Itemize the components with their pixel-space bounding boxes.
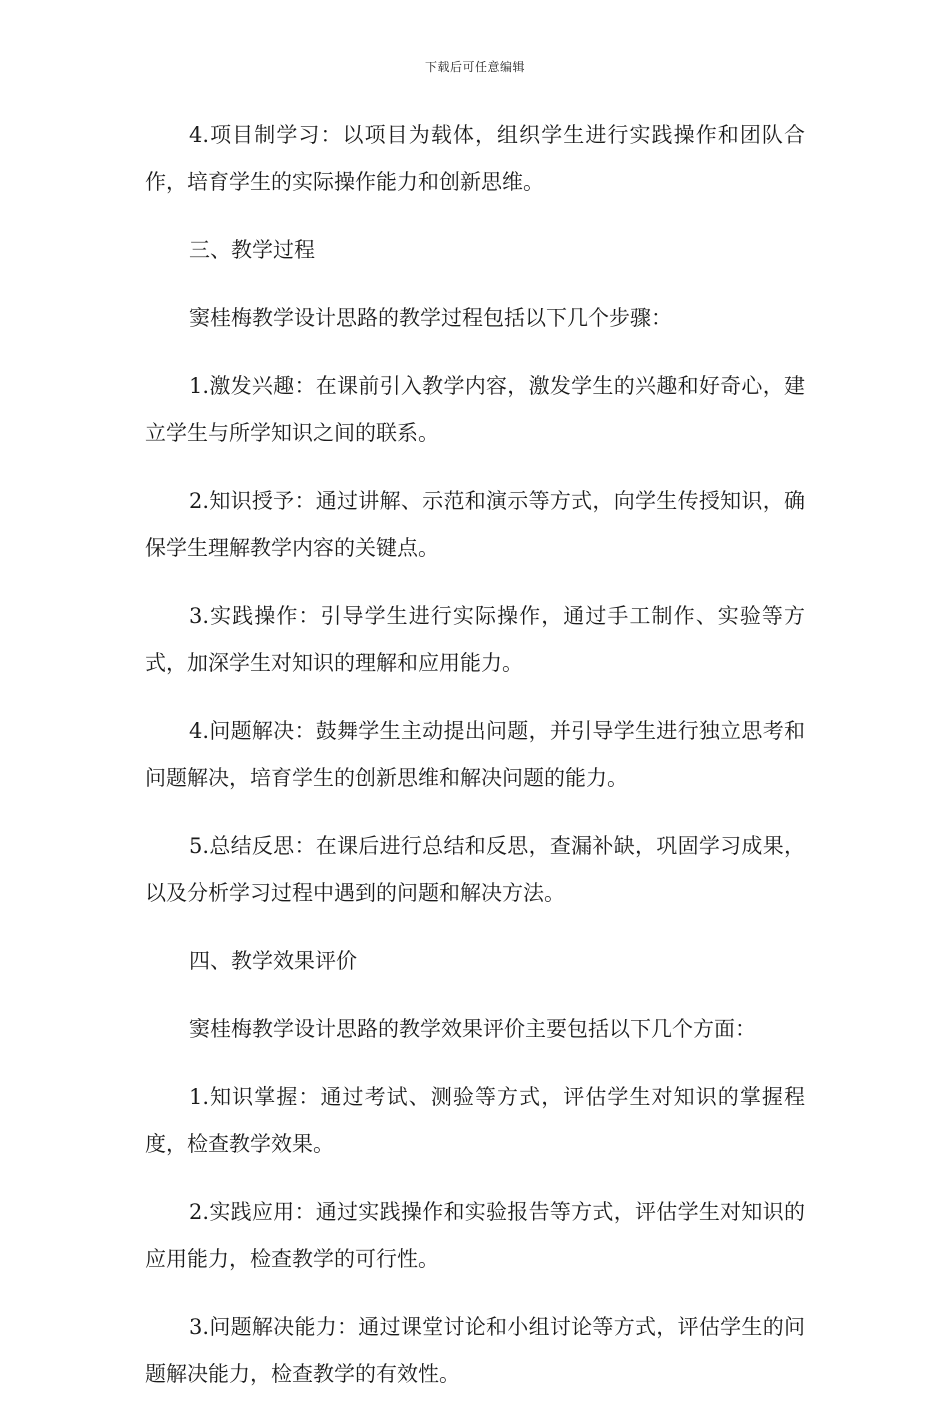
paragraph-practical-application: 2.实践应用：通过实践操作和实验报告等方式，评估学生对知识的应用能力，检查教学的可行性。 xyxy=(145,1200,805,1271)
paragraph-knowledge-mastery: 1.知识掌握：通过考试、测验等方式，评估学生对知识的掌握程度，检查教学效果。 xyxy=(145,1085,805,1156)
page-header: 下载后可任意编辑 xyxy=(424,60,525,74)
paragraph-process-intro: 窦桂梅教学设计思路的教学过程包括以下几个步骤： xyxy=(189,306,672,330)
paragraph-problem-solving-ability: 3.问题解决能力：通过课堂讨论和小组讨论等方式，评估学生的问题解决能力，检查教学的有效性。 xyxy=(145,1315,805,1386)
paragraph-project-learning: 4.项目制学习：以项目为载体，组织学生进行实践操作和团队合作，培育学生的实际操作能力和创新思维。 xyxy=(145,123,805,194)
paragraph-problem-solving: 4.问题解决：鼓舞学生主动提出问题，并引导学生进行独立思考和问题解决，培育学生的创新思维和解决问题的能力。 xyxy=(145,719,805,790)
paragraph-evaluation-intro: 窦桂梅教学设计思路的教学效果评价主要包括以下几个方面： xyxy=(189,1017,756,1041)
document-body xyxy=(145,112,805,1419)
section-heading-teaching-process: 三、教学过程 xyxy=(189,238,315,262)
paragraph-knowledge-teaching: 2.知识授予：通过讲解、示范和演示等方式，向学生传授知识，确保学生理解教学内容的关键点。 xyxy=(145,489,805,560)
paragraph-stimulate-interest: 1.激发兴趣：在课前引入教学内容，激发学生的兴趣和好奇心，建立学生与所学知识之间的联系。 xyxy=(145,374,805,445)
paragraph-summary-reflection: 5.总结反思：在课后进行总结和反思，查漏补缺，巩固学习成果，以及分析学习过程中遇到的问题和解决方法。 xyxy=(145,834,805,905)
paragraph-practical-operation: 3.实践操作：引导学生进行实际操作，通过手工制作、实验等方式，加深学生对知识的理解和应用能力。 xyxy=(145,604,805,675)
section-heading-evaluation: 四、教学效果评价 xyxy=(189,949,357,973)
